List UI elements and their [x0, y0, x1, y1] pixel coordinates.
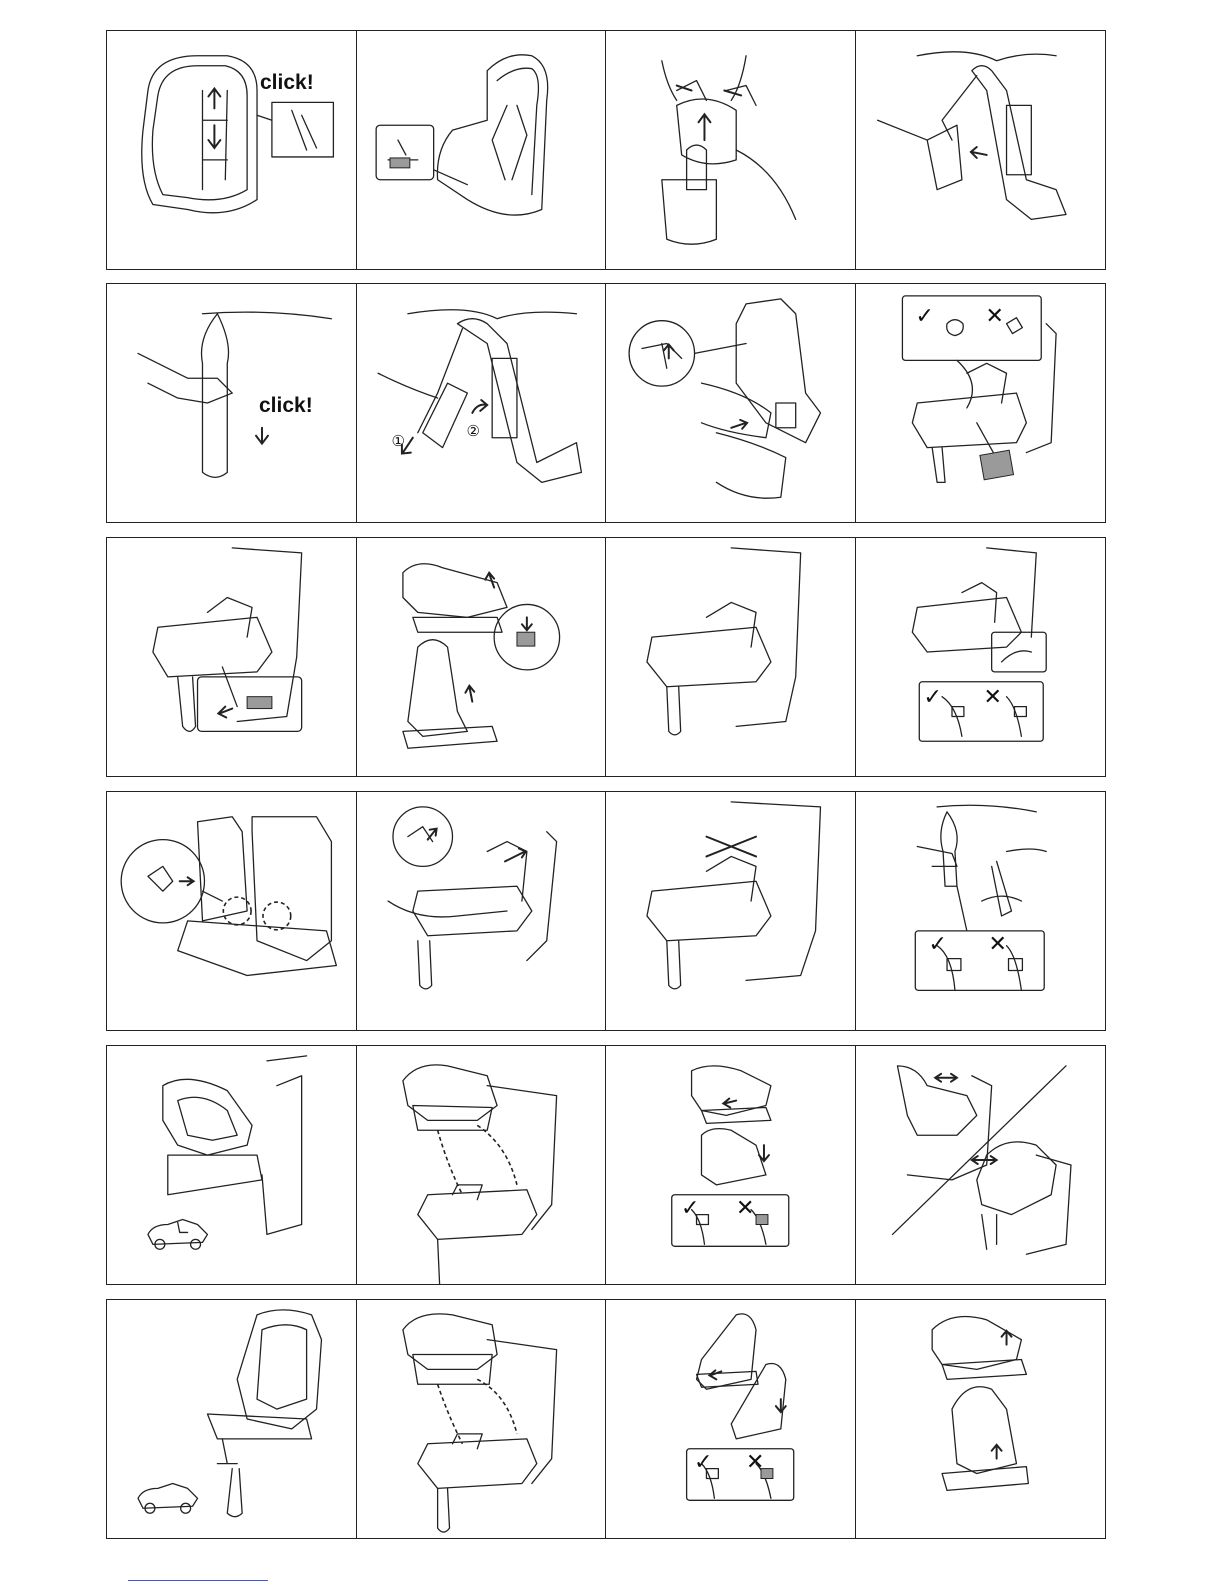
instruction-row-6	[106, 1299, 1106, 1539]
step-4-3	[606, 792, 856, 1030]
instruction-row-5	[106, 1045, 1106, 1285]
forward-seat-recline-illustration	[856, 1300, 1106, 1538]
forward-facing-seat-illustration	[107, 1300, 356, 1538]
hands-buckle-illustration	[606, 31, 855, 269]
base-no-movement-illustration	[606, 792, 855, 1030]
support-leg-check-illustration	[856, 538, 1106, 776]
seat-back-harness-illustration	[107, 31, 356, 269]
step-number-1: ①	[391, 432, 405, 450]
click-label: click!	[259, 394, 313, 417]
check-icon: ✓	[915, 304, 934, 329]
instruction-row-3	[106, 537, 1106, 777]
step-3-1	[107, 538, 357, 776]
step-6-2	[357, 1300, 607, 1538]
seat-lock-check-illustration	[606, 1046, 855, 1284]
seat-adjust-illustration	[856, 31, 1106, 269]
isofix-extend-illustration	[357, 792, 606, 1030]
step-2-3	[606, 284, 856, 522]
step-5-1	[107, 1046, 357, 1284]
vehicle-isofix-points-illustration	[107, 792, 356, 1030]
step-1-2	[357, 31, 607, 269]
base-installed-illustration	[606, 538, 855, 776]
cross-icon: ✕	[746, 1450, 765, 1475]
step-5-3	[606, 1046, 856, 1284]
check-icon: ✓	[681, 1196, 700, 1221]
click-label: click!	[260, 71, 314, 94]
instruction-row-1	[106, 30, 1106, 270]
hand-pull-handle-illustration	[107, 284, 356, 522]
step-2-4	[856, 284, 1106, 522]
step-3-4	[856, 538, 1106, 776]
cross-icon: ✕	[988, 932, 1007, 957]
step-1-4	[856, 31, 1106, 269]
check-icon: ✓	[928, 932, 947, 957]
rear-facing-seat-illustration	[107, 1046, 356, 1284]
cross-icon: ✕	[985, 304, 1004, 329]
step-1-1	[107, 31, 357, 269]
step-4-2	[357, 792, 607, 1030]
forward-seat-lock-check-illustration	[606, 1300, 855, 1538]
footer-link-underline	[128, 1580, 268, 1581]
seat-onto-base-forward-illustration	[357, 1300, 606, 1538]
cross-icon: ✕	[736, 1196, 755, 1221]
step-4-4	[856, 792, 1106, 1030]
support-leg-adjust-illustration	[856, 792, 1106, 1030]
step-2-1	[107, 284, 357, 522]
seat-position-adjust-illustration	[856, 1046, 1106, 1284]
step-number-2: ②	[466, 422, 480, 440]
step-5-2	[357, 1046, 607, 1284]
step-4-1	[107, 792, 357, 1030]
step-3-3	[606, 538, 856, 776]
step-1-3	[606, 31, 856, 269]
check-icon: ✓	[694, 1450, 713, 1475]
check-icon: ✓	[923, 685, 942, 710]
isofix-release-illustration	[606, 284, 855, 522]
cross-icon: ✕	[983, 685, 1002, 710]
instruction-row-2	[106, 283, 1106, 523]
step-3-2	[357, 538, 607, 776]
step-5-4	[856, 1046, 1106, 1284]
step-6-3	[606, 1300, 856, 1538]
seat-recline-illustration	[357, 538, 606, 776]
step-6-4	[856, 1300, 1106, 1538]
instruction-row-4	[106, 791, 1106, 1031]
handle-rotate-illustration	[357, 284, 606, 522]
step-2-2	[357, 284, 607, 522]
base-on-seat-illustration	[107, 538, 356, 776]
seat-onto-base-illustration	[357, 1046, 606, 1284]
seat-harness-release-illustration	[357, 31, 606, 269]
isofix-indicator-check-illustration	[856, 284, 1106, 522]
step-6-1	[107, 1300, 357, 1538]
